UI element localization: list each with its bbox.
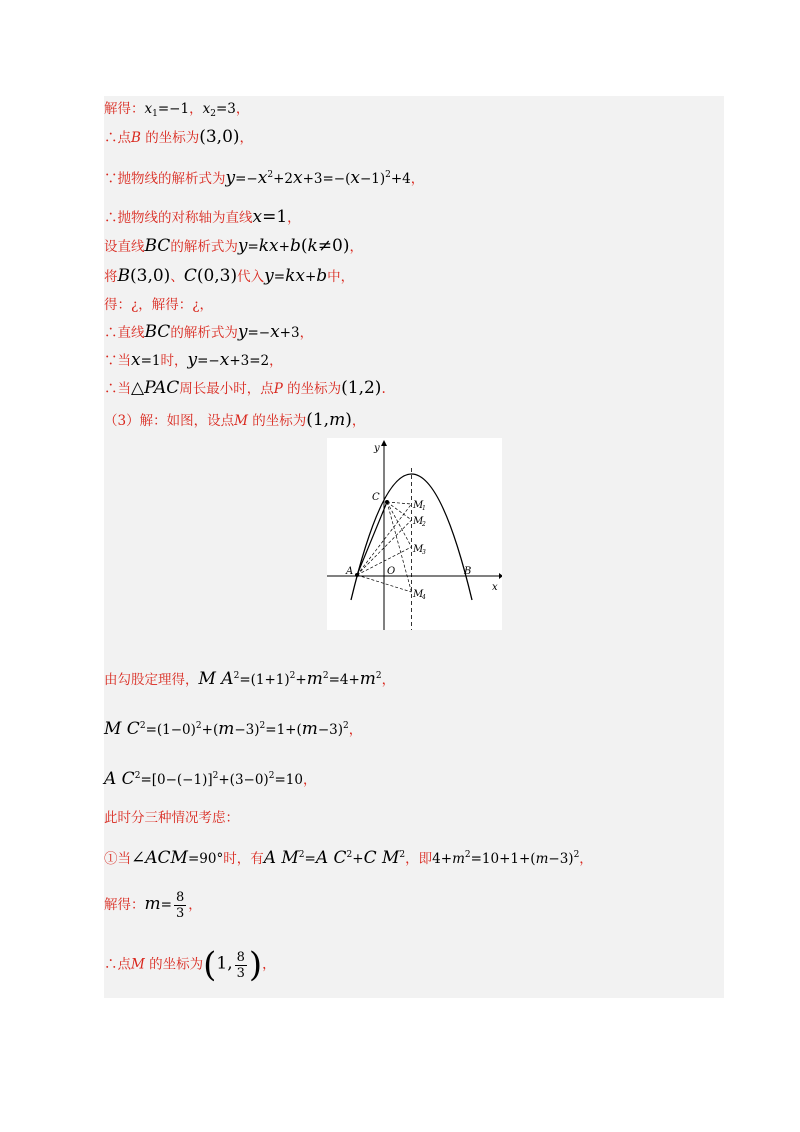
parabola-figure [327, 438, 502, 630]
line-3: ∵抛物线的解析式为$y=-x^2+2x+3=-(x-1)^2+4$， [104, 168, 425, 188]
label-y: y [374, 443, 380, 454]
line-10: ∴当△PAC周长最小时，点P 的坐标为(1,2). [104, 378, 386, 398]
line-14: A $C^2=[0-(-1)]^2+(3-0)^2=10$， [104, 769, 317, 789]
x-axis-arrow [499, 573, 502, 579]
svg-text:4: 4 [422, 594, 426, 601]
label-o: O [387, 566, 396, 577]
label-c: C [372, 492, 380, 503]
line-2: ∴点B 的坐标为(3,0)， [104, 127, 254, 147]
segment-ac [357, 502, 387, 575]
line-12: 由勾股定理得，M $A^2=(1+1)^2+m^2=4+m^2$， [104, 669, 396, 689]
line-18: ∴点M 的坐标为(1, $\frac{8}{3}$ )， [104, 945, 276, 985]
parabola-diagram [327, 438, 502, 630]
svg-text:3: 3 [422, 549, 426, 556]
label-m2: M [413, 516, 424, 527]
left-paren: ( [203, 945, 217, 985]
line-15: 此时分三种情况考虑： [104, 810, 239, 826]
line-13: M $C^2=(1-0)^2+(m-3)^2=1+(m-3)^2$， [104, 719, 363, 739]
label-b: B [464, 566, 472, 577]
line-11: （3）解：如图，设点M 的坐标为(1,m)， [104, 410, 366, 430]
label-x: x [492, 582, 498, 593]
line-6: 将B(3,0)、C(0,3)代入y=kx+b中， [104, 266, 355, 286]
line-1: 解得：$x_1=-1$，$x_2=3$， [104, 101, 250, 119]
point-a [355, 573, 359, 577]
line-8: ∴直线BC的解析式为y=−x+3， [104, 322, 314, 342]
line-7: 得：¿，解得：¿， [104, 297, 213, 313]
y-axis-arrow [381, 440, 387, 446]
label-m4: M [413, 589, 424, 600]
line-9: ∵当x=1时，y=−x+3=2， [104, 350, 283, 370]
line-17: 解得：m= $\frac{8}{3}$ ， [104, 890, 202, 921]
line-5: 设直线BC的解析式为y=kx+b(k≠0)， [104, 236, 363, 256]
line-4: ∴抛物线的对称轴为直线x=1， [104, 207, 301, 227]
label-m1: M [413, 500, 424, 511]
fraction-8-3: $\frac{8}{3}$ [175, 890, 185, 921]
svg-text:1: 1 [422, 505, 426, 512]
label-a: A [346, 566, 354, 577]
line-16: ①当∠ACM=90°时，有A $M^2=A$ $C^2+C$ $M^2$，即$4+m^2=10+1+(m-3)^2$， [104, 848, 593, 868]
label-m3: M [413, 544, 424, 555]
svg-text:2: 2 [422, 521, 426, 528]
right-paren: ) [248, 945, 263, 985]
point-c [385, 500, 389, 504]
text: 解得： [104, 101, 145, 117]
fraction-8-3: $\frac{8}{3}$ [236, 949, 245, 981]
